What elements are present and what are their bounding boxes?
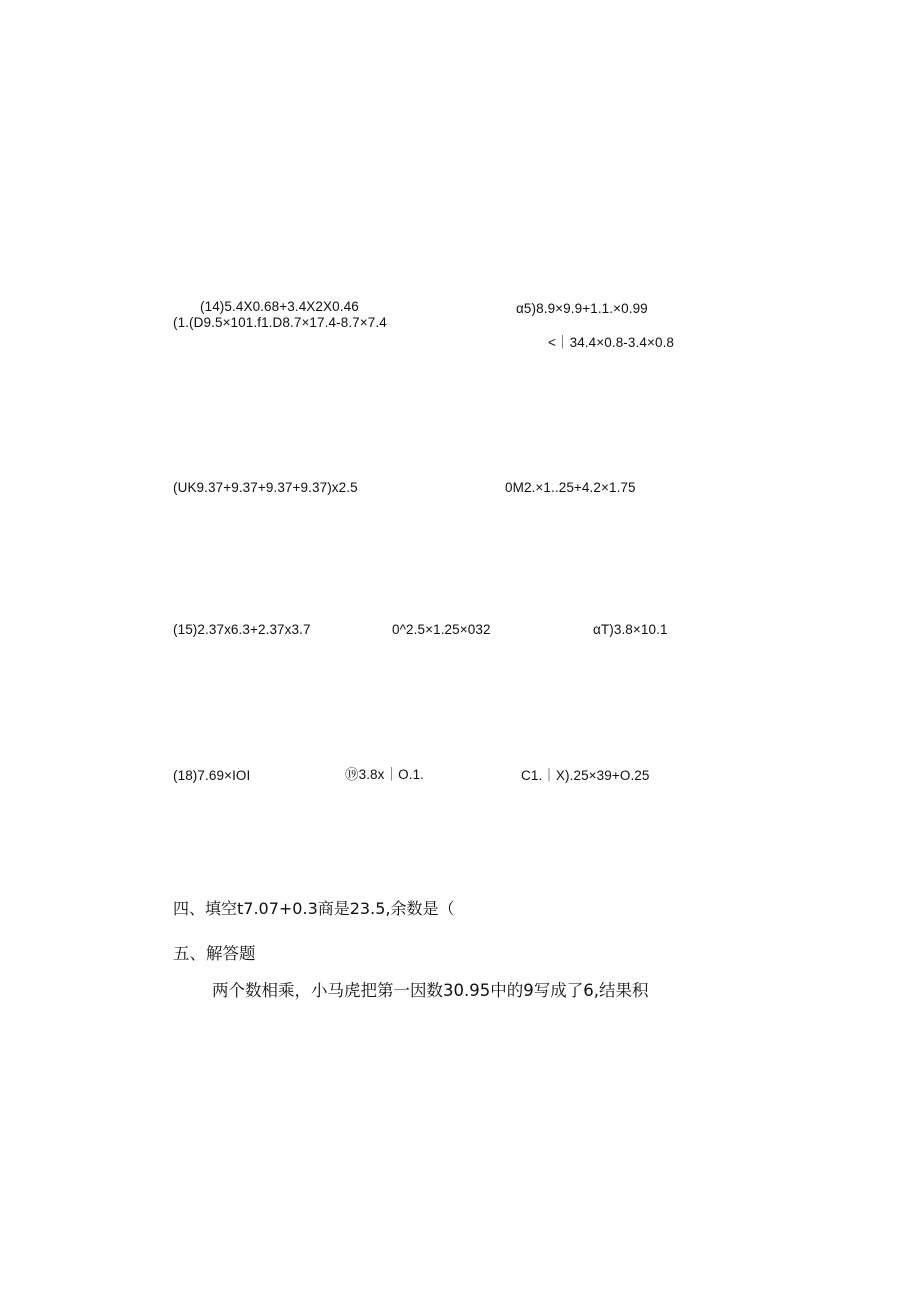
expression-14: (14)5.4X0.68+3.4X2X0.46 [200,299,359,314]
section-five-heading: 五、解答题 [173,944,256,963]
expression-16-a: <｜34.4×0.8-3.4×0.8 [548,335,675,350]
expression-sum-times: (UK9.37+9.37+9.37+9.37)x2.5 [173,480,358,495]
expression-mixed-product: 0M2.×1..25+4.2×1.75 [505,480,636,495]
expression-distributive-1: (1.(D9.5×101.f1.D8.7×17.4-8.7×7.4 [173,315,387,330]
expression-15: (15)2.37x6.3+2.37x3.7 [173,622,311,637]
expression-16: 0^2.5×1.25×032 [392,622,491,637]
expression-15-a: α5)8.9×9.9+1.1.×0.99 [516,301,648,316]
section-four-fill-blank: 四、填空t7.07+0.3商是23.5,余数是（ [173,899,455,918]
expression-17: αT)3.8×10.1 [593,622,668,637]
expression-18: (18)7.69×IOI [173,768,251,783]
section-five-problem: 两个数相乘，小马虎把第一因数30.95中的9写成了6,结果积 [212,981,649,1000]
expression-20: C1.｜X).25×39+O.25 [521,768,650,783]
expression-19: ⑲3.8x｜O.1. [345,767,425,782]
